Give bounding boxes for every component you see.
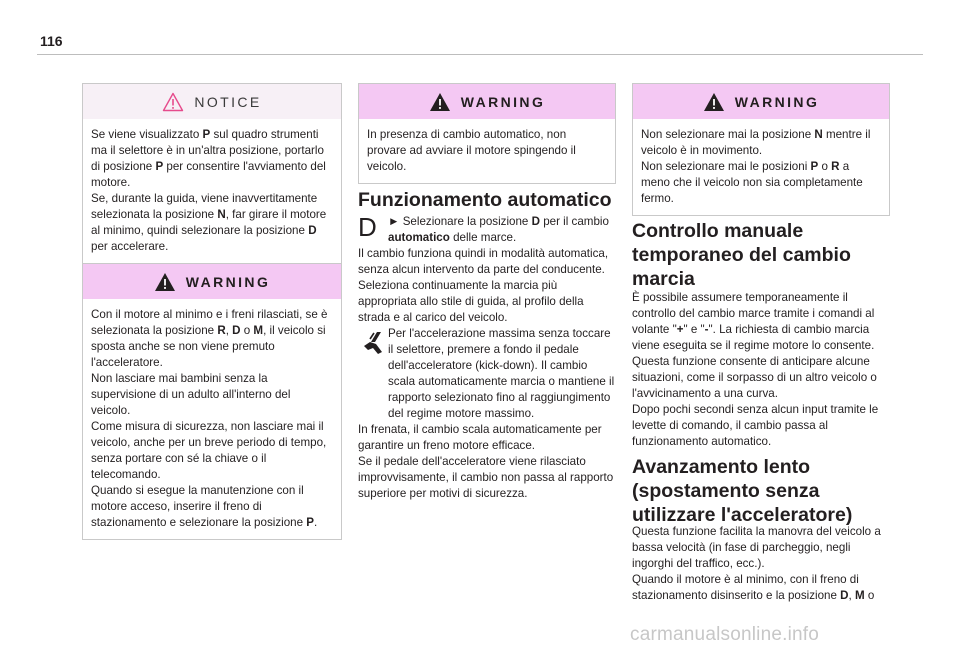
notice-paragraph: Se viene visualizzato P sul quadro strumenti ma il selettore è in un'altra posizione, portarlo di posizione P per consentire l'avviamento del motore. — [91, 128, 326, 189]
section-heading: Funzionamento automatico — [358, 189, 612, 211]
warning-paragraph: Non selezionare mai le posizioni P o R a meno che il veicolo non sia completamente fermo. — [641, 160, 863, 205]
warning-body — [359, 119, 615, 183]
bold-run: D — [232, 324, 241, 337]
bold-run: D — [308, 224, 317, 237]
warning-paragraph: In presenza di cambio automatico, non provare ad avviare il motore spingendo il veicolo. — [367, 128, 576, 173]
bold-run: P — [810, 160, 819, 173]
notice-paragraph: Se, durante la guida, viene inavvertitamente selezionata la posizione N, far girare il motore al minimo, quindi selezionare la posizione D per accelerare. — [91, 192, 327, 253]
bold-run: - — [704, 323, 709, 336]
body-paragraph: Questa funzione consente di anticipare alcune situazioni, come il sorpasso di un altro veicolo o l'avvicinamento a una curva. — [632, 355, 877, 400]
body-paragraph: Quando il motore è al minimo, con il freno di stazionamento disinserito e la posizione D, M o — [632, 573, 875, 602]
warning-triangle-icon — [703, 92, 725, 112]
warning-title: WARNING — [734, 93, 820, 110]
bold-run: R — [831, 160, 840, 173]
warning-header — [359, 84, 615, 119]
body-paragraph: Per l'accelerazione massima senza toccare il selettore, premere a fondo il pedale dell'acceleratore (kick-down). Il cambio scala automaticamente marcia o mantiene il rapporto selezionato fino al raggiungimento del regime motore massimo. — [388, 327, 615, 420]
bold-run: D — [840, 589, 849, 602]
warning-paragraph: Come misura di sicurezza, non lasciare mai il veicolo, anche per un breve periodo di tempo, senza portare con sé la chiave o il telecomando. — [91, 420, 327, 481]
step-row — [358, 214, 616, 246]
notice-box — [82, 83, 342, 264]
drive-position-letter: D — [358, 212, 377, 242]
bold-run: N — [814, 128, 823, 141]
bold-run: P — [306, 516, 314, 529]
bold-run: R — [217, 324, 226, 337]
bold-run: M — [855, 589, 865, 602]
bold-run: M — [253, 324, 264, 337]
body-paragraph: Il cambio funziona quindi in modalità automatica, senza alcun intervento da parte del conducente. — [358, 247, 609, 276]
warning-triangle-icon — [154, 272, 176, 292]
step-instruction: ► Selezionare la posizione D per il cambio automatico delle marce. — [388, 215, 609, 244]
bold-run: P — [202, 128, 211, 141]
kickdown-pedal-icon — [360, 330, 386, 356]
warning-box — [632, 83, 890, 216]
body-paragraph: È possibile assumere temporaneamente il controllo del cambio marce tramite i comandi al volante "+" e "-". La richiesta di cambio marcia viene eseguita se il regime motore lo consente. — [632, 291, 875, 352]
warning-paragraph: Non lasciare mai bambini senza la supervisione di un adulto all'interno del veicolo. — [91, 372, 291, 417]
section-heading: Controllo manuale temporaneo del cambio marcia — [632, 220, 851, 290]
warning-body — [633, 119, 889, 215]
section-body — [632, 524, 890, 604]
header-divider — [37, 54, 923, 55]
notice-triangle-icon — [162, 92, 184, 112]
page-number: 116 — [40, 33, 63, 49]
body-paragraph: In frenata, il cambio scala automaticamente per garantire un freno motore efficace. — [358, 423, 602, 452]
body-paragraph: Se il pedale dell'acceleratore viene rilasciato improvvisamente, il cambio non passa al rapporto superiore per motivi di sicurezza. — [358, 455, 614, 500]
body-paragraph: Seleziona continuamente la marcia più appropriata allo stile di guida, al profilo della strada e al carico del veicolo. — [358, 279, 584, 324]
bold-run: N — [217, 208, 226, 221]
warning-header — [83, 264, 341, 299]
notice-body — [83, 119, 341, 263]
warning-paragraph: Con il motore al minimo e i freni rilasciati, se è selezionata la posizione R, D o M, il veicolo si sposta anche se non viene premuto l'acceleratore. — [91, 308, 328, 369]
notice-title: NOTICE — [194, 93, 262, 110]
notice-header — [83, 84, 341, 119]
warning-header — [633, 84, 889, 119]
bold-run: automatico — [388, 231, 450, 244]
warning-box — [358, 83, 616, 184]
warning-box — [82, 263, 342, 540]
bold-run: P — [155, 160, 164, 173]
kickdown-row — [358, 326, 616, 422]
warning-triangle-icon — [429, 92, 451, 112]
bold-run: D — [531, 215, 540, 228]
body-paragraph: Dopo pochi secondi senza alcun input tramite le levette di comando, il cambio passa al funzionamento automatico. — [632, 403, 879, 448]
warning-title: WARNING — [185, 273, 271, 290]
warning-body — [83, 299, 341, 539]
warning-paragraph: Quando si esegue la manutenzione con il motore acceso, inserire il freno di stazionamento e selezionare la posizione P. — [91, 484, 318, 529]
watermark: carmanualsonline.info — [630, 624, 820, 645]
bold-run: + — [676, 323, 684, 336]
section-heading: Avanzamento lento (spostamento senza utilizzare l'acceleratore) — [632, 456, 853, 526]
warning-title: WARNING — [460, 93, 546, 110]
section-body — [358, 214, 616, 502]
body-paragraph: Questa funzione facilita la manovra del veicolo a bassa velocità (in fase di parcheggio, negli ingorghi del traffico, ecc.). — [632, 525, 881, 570]
warning-paragraph: Non selezionare mai la posizione N mentre il veicolo è in movimento. — [641, 128, 871, 157]
section-body — [632, 290, 890, 450]
